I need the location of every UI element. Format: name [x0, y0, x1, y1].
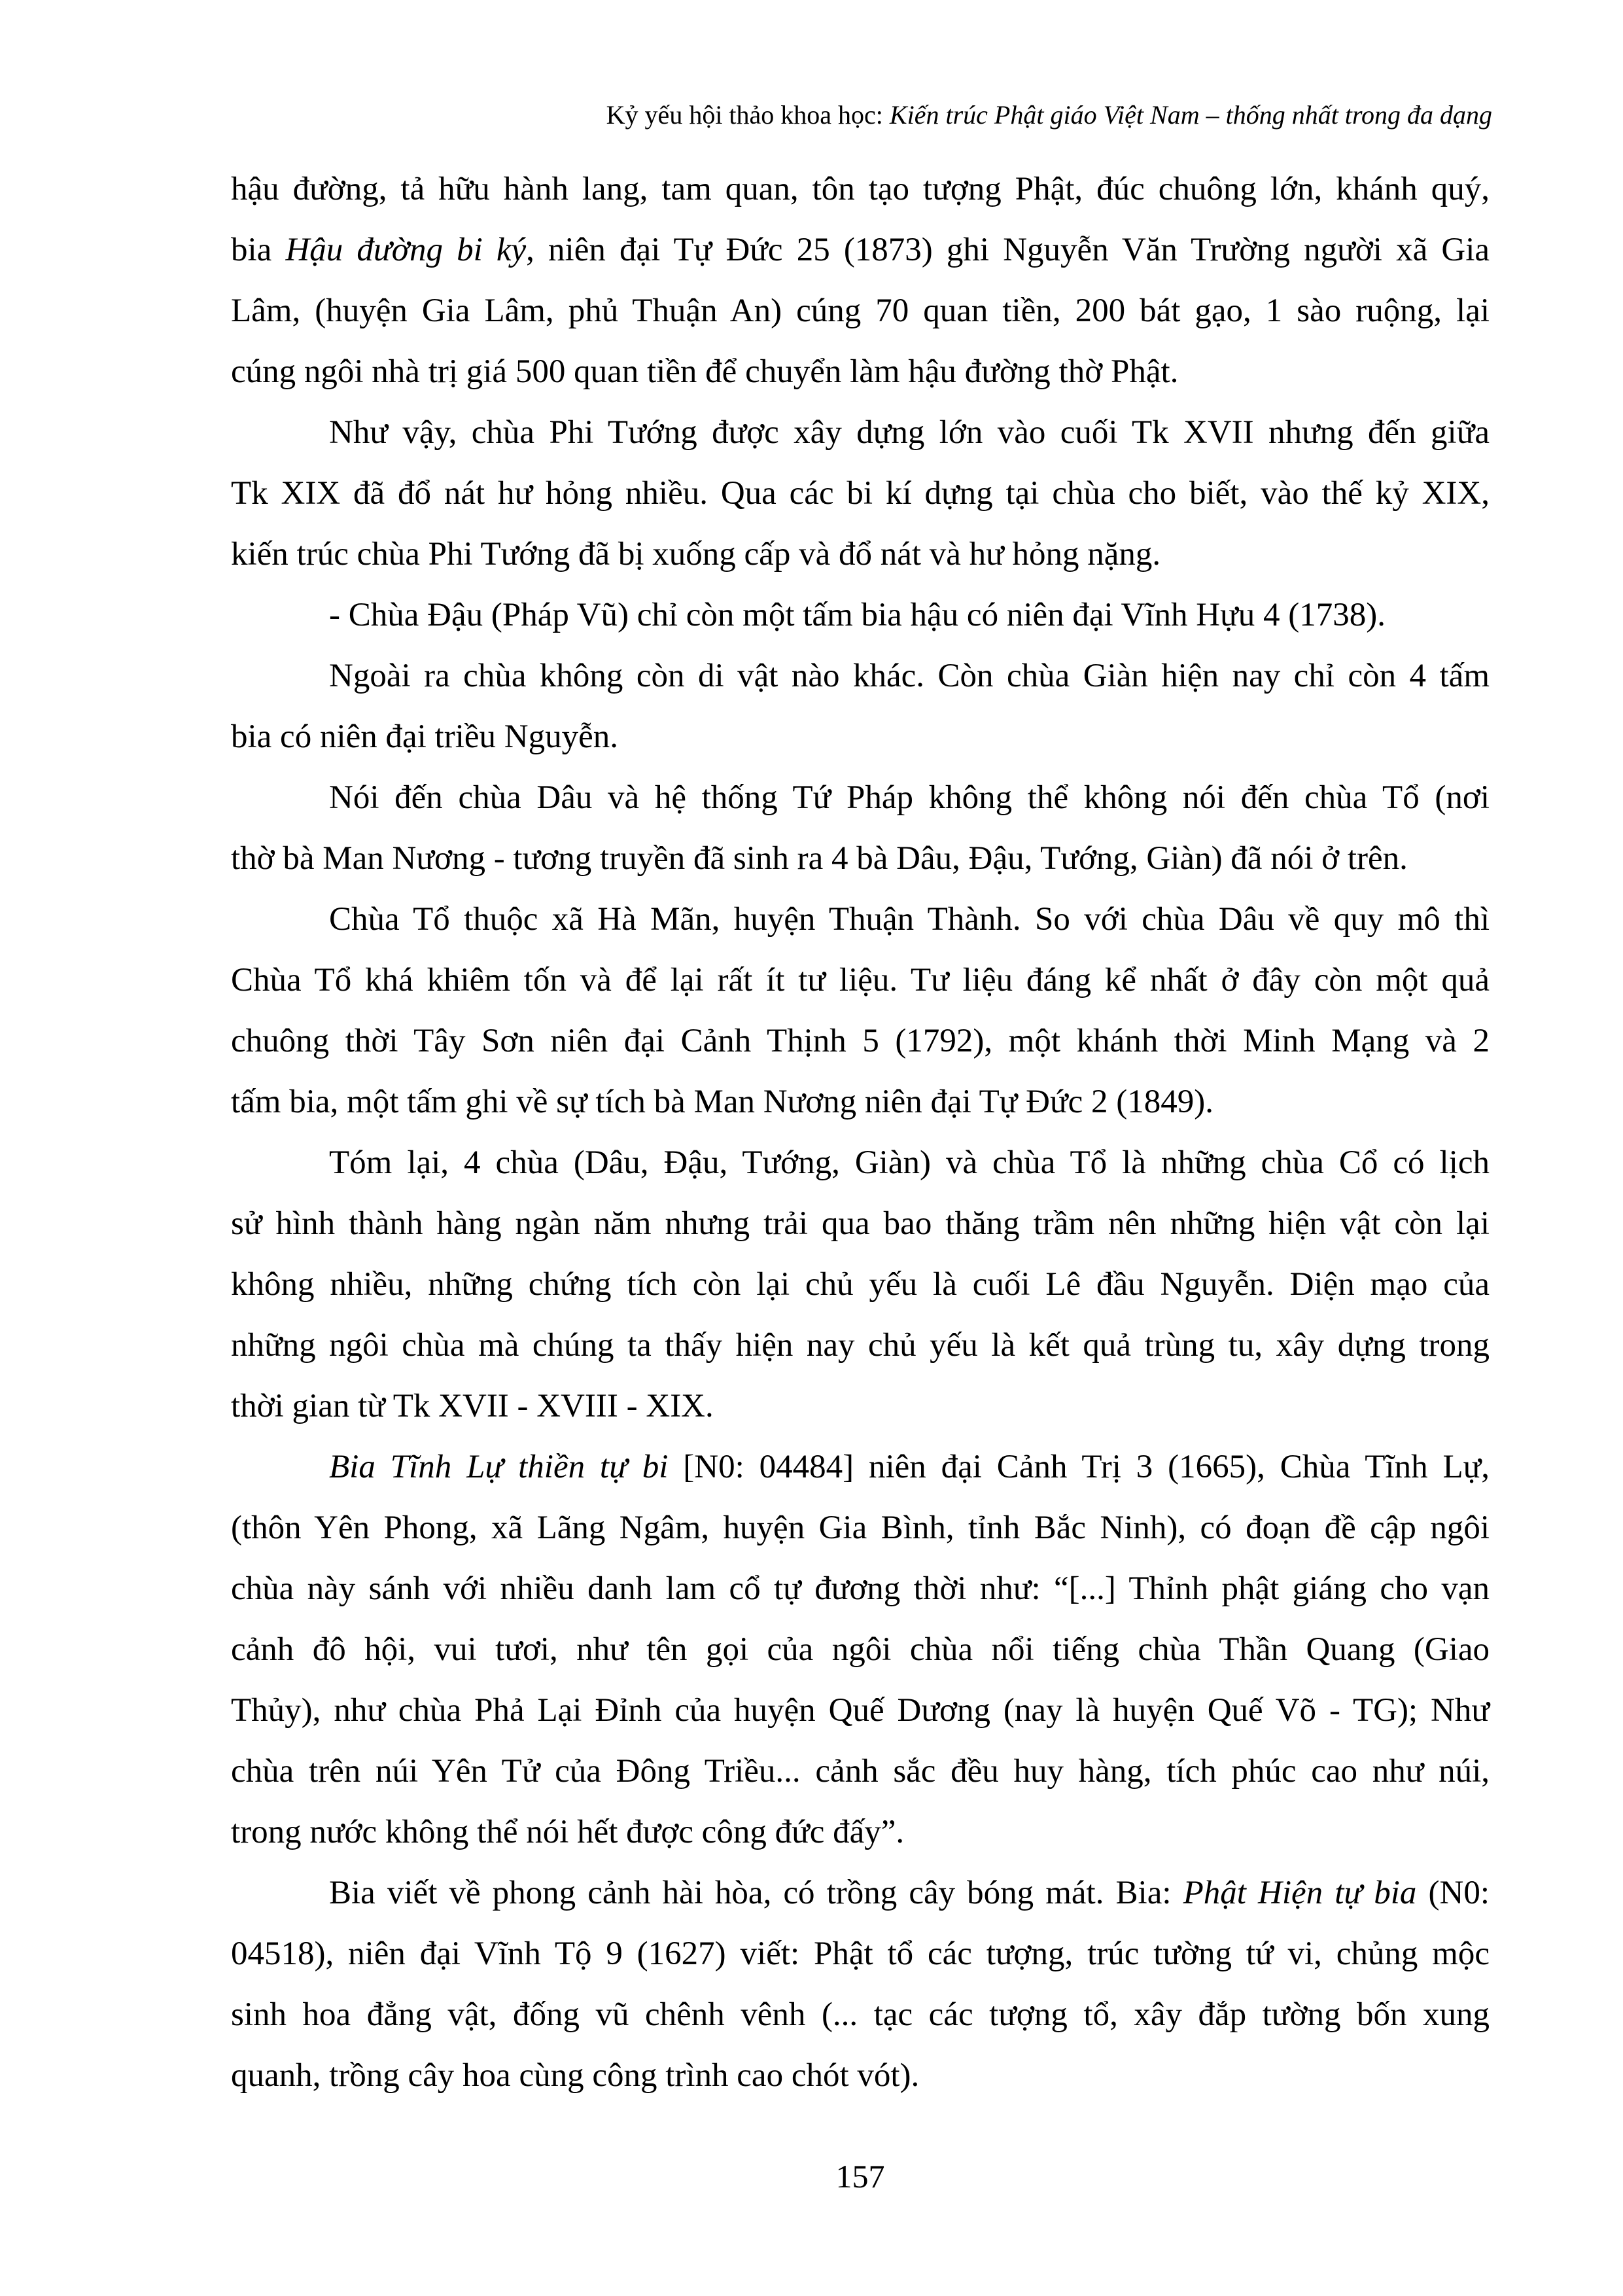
text-run: - Chùa Đậu (Pháp Vũ) chỉ còn một tấm bia hậu có niên đại Vĩnh Hựu 4 (1738). [329, 597, 1386, 633]
text-line [231, 1985, 1490, 2045]
text-line [231, 768, 1490, 828]
text-line [231, 1254, 1490, 1315]
text-line [231, 950, 1490, 1011]
text-line [231, 1680, 1490, 1741]
text-run: thời gian từ Tk XVII - XVIII - XIX. [231, 1388, 714, 1424]
text-run: chùa trên núi Yên Tử của Đông Triều... cảnh sắc đều huy hàng, tích phúc cao như núi, [231, 1753, 1490, 1790]
text-run: Như vậy, chùa Phi Tướng được xây dựng lớn vào cuối Tk XVII nhưng đến giữa [329, 414, 1490, 451]
text-run: cúng ngôi nhà trị giá 500 quan tiền để chuyển làm hậu đường thờ Phật. [231, 353, 1179, 390]
text-line [231, 1193, 1490, 1254]
text-line [231, 2045, 1490, 2106]
text-line [231, 220, 1490, 281]
text-run: Bia Tĩnh Lự thiền tự bi [329, 1449, 669, 1485]
text-line [231, 1376, 1490, 1437]
text-line [231, 402, 1490, 463]
text-line [231, 1437, 1490, 1498]
text-line [231, 828, 1490, 889]
text-line [231, 646, 1490, 707]
text-run: bia có niên đại triều Nguyễn. [231, 718, 618, 755]
text-line [231, 1802, 1490, 1863]
body-text [231, 159, 1490, 2106]
text-line [231, 1559, 1490, 1619]
text-line [231, 524, 1490, 585]
text-line [231, 889, 1490, 950]
text-line [231, 1011, 1490, 1072]
text-line [231, 1924, 1490, 1985]
text-line [231, 707, 1490, 768]
text-line [231, 1863, 1490, 1924]
text-line [231, 1133, 1490, 1193]
text-run: Ngoài ra chùa không còn di vật nào khác. Còn chùa Giàn hiện nay chỉ còn 4 tấm [329, 658, 1490, 694]
text-line [231, 585, 1490, 646]
text-run: Tóm lại, 4 chùa (Dâu, Đậu, Tướng, Giàn) và chùa Tổ là những chùa Cổ có lịch [329, 1144, 1490, 1181]
text-run: 04518), niên đại Vĩnh Tộ 9 (1627) viết: Phật tổ các tượng, trúc tường tứ vi, chủng mộc [231, 1935, 1490, 1972]
text-line [231, 281, 1490, 342]
text-run: trong nước không thể nói hết được công đức đấy”. [231, 1814, 905, 1850]
text-run: chuông thời Tây Sơn niên đại Cảnh Thịnh 5 (1792), một khánh thời Minh Mạng và 2 [231, 1023, 1490, 1059]
text-run: Thủy), như chùa Phả Lại Đỉnh của huyện Quế Dương (nay là huyện Quế Võ - TG); Như [231, 1692, 1490, 1729]
page-number: 157 [835, 2158, 885, 2195]
text-run: Chùa Tổ khá khiêm tốn và để lại rất ít tư liệu. Tư liệu đáng kể nhất ở đây còn một quả [231, 962, 1490, 998]
text-run: bia [231, 232, 286, 268]
text-run: , niên đại Tự Đức 25 (1873) ghi Nguyễn Văn Trường người xã Gia [526, 232, 1490, 268]
text-run: quanh, trồng cây hoa cùng công trình cao chót vót). [231, 2057, 920, 2094]
text-run: những ngôi chùa mà chúng ta thấy hiện nay chủ yếu là kết quả trùng tu, xây dựng trong [231, 1327, 1490, 1364]
text-run: [N0: 04484] niên đại Cảnh Trị 3 (1665), Chùa Tĩnh Lự, [668, 1449, 1490, 1485]
text-run: sinh hoa đẳng vật, đống vũ chênh vênh (... tạc các tượng tổ, xây đắp tường bốn xung [231, 1996, 1490, 2033]
text-run: (thôn Yên Phong, xã Lãng Ngâm, huyện Gia Bình, tỉnh Bắc Ninh), có đoạn đề cập ngôi [231, 1510, 1490, 1546]
text-run: Kỷ yếu hội thảo khoa học: [606, 100, 890, 130]
text-run: Bia viết về phong cảnh hài hòa, có trồng cây bóng mát. Bia: [329, 1875, 1183, 1911]
text-run: Phật Hiện tự bia [1183, 1875, 1417, 1911]
text-line [231, 159, 1490, 220]
text-line [231, 342, 1490, 402]
text-line [231, 1498, 1490, 1559]
text-run: Hậu đường bi ký [285, 232, 527, 268]
text-line [231, 1741, 1490, 1802]
text-run: Nói đến chùa Dâu và hệ thống Tứ Pháp không thể không nói đến chùa Tổ (nơi [329, 779, 1490, 816]
text-line [231, 1619, 1490, 1680]
text-run: Lâm, (huyện Gia Lâm, phủ Thuận An) cúng 70 quan tiền, 200 bát gạo, 1 sào ruộng, lại [231, 292, 1490, 329]
text-line [231, 463, 1490, 524]
text-run: kiến trúc chùa Phi Tướng đã bị xuống cấp và đổ nát và hư hỏng nặng. [231, 536, 1161, 573]
text-run: (N0: [1416, 1875, 1490, 1911]
text-run: tấm bia, một tấm ghi về sự tích bà Man Nương niên đại Tự Đức 2 (1849). [231, 1084, 1213, 1120]
text-run: Kiến trúc Phật giáo Việt Nam – thống nhất trong đa dạng [889, 100, 1492, 130]
text-run: thờ bà Man Nương - tương truyền đã sinh ra 4 bà Dâu, Đậu, Tướng, Giàn) đã nói ở trên. [231, 840, 1408, 877]
text-run: Tk XIX đã đổ nát hư hỏng nhiều. Qua các bi kí dựng tại chùa cho biết, vào thế kỷ XIX, [231, 475, 1490, 512]
text-run: hậu đường, tả hữu hành lang, tam quan, tôn tạo tượng Phật, đúc chuông lớn, khánh quý, [231, 171, 1490, 207]
text-run: sử hình thành hàng ngàn năm nhưng trải qua bao thăng trầm nên những hiện vật còn lại [231, 1205, 1490, 1242]
text-run: không nhiều, những chứng tích còn lại chủ yếu là cuối Lê đầu Nguyễn. Diện mạo của [231, 1266, 1490, 1303]
text-line [231, 1315, 1490, 1376]
text-run: cảnh đô hội, vui tươi, như tên gọi của ngôi chùa nổi tiếng chùa Thần Quang (Giao [231, 1631, 1490, 1668]
text-run: Chùa Tổ thuộc xã Hà Mãn, huyện Thuận Thành. So với chùa Dâu về quy mô thì [329, 901, 1490, 938]
text-run: chùa này sánh với nhiều danh lam cổ tự đương thời như: “[...] Thỉnh phật giáng cho vạn [231, 1570, 1490, 1607]
text-line [231, 1072, 1490, 1133]
running-header [606, 97, 1492, 133]
